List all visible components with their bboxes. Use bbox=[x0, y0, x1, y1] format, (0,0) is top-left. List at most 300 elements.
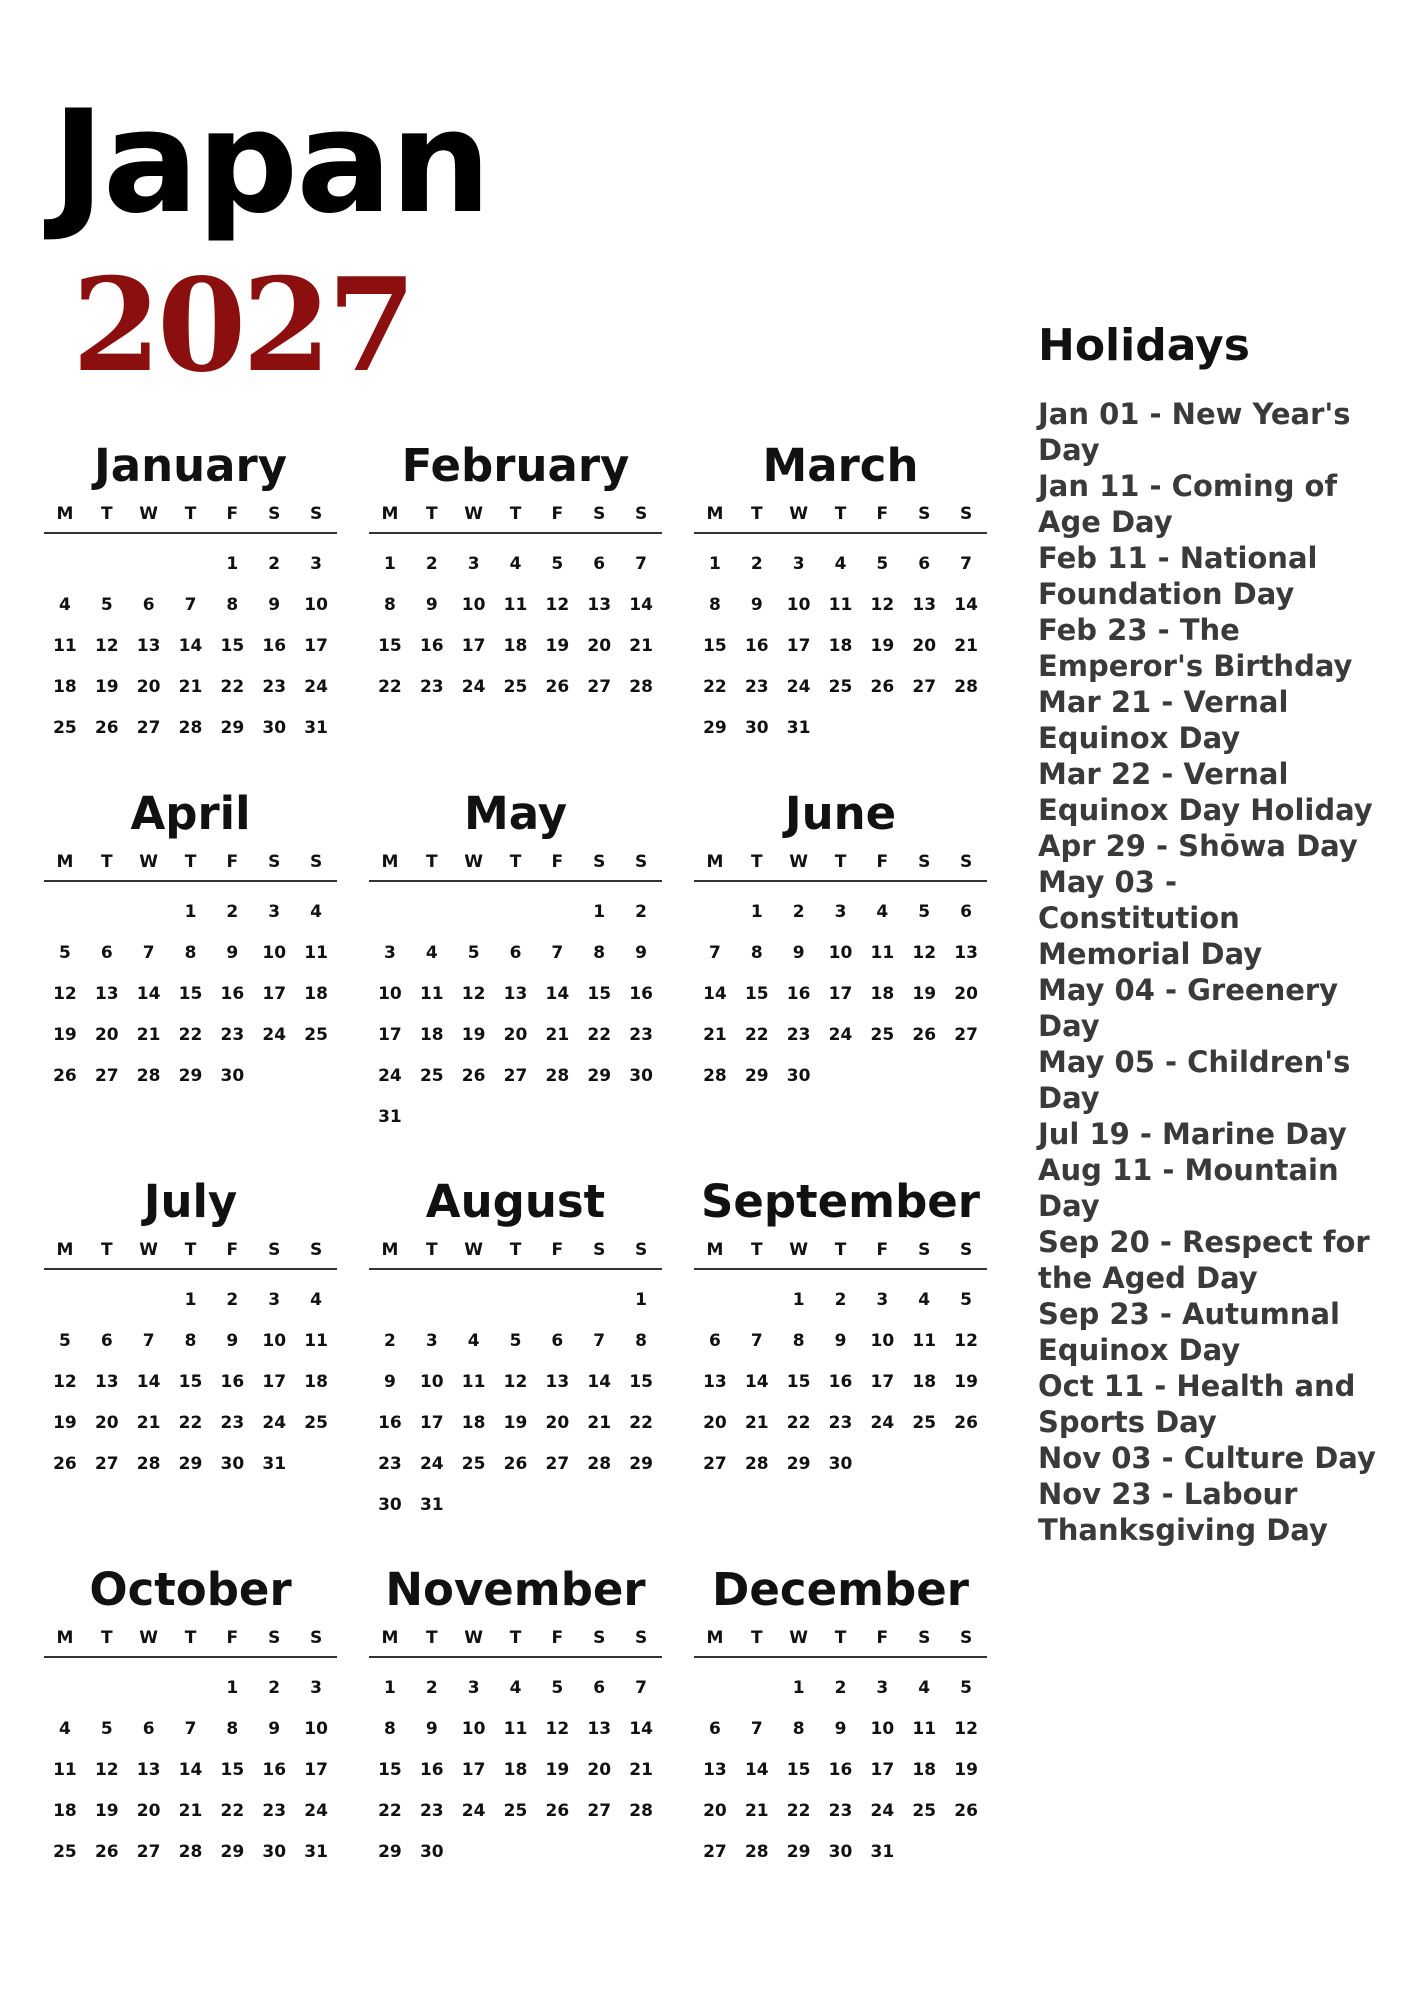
month-october bbox=[44, 1562, 337, 1922]
day-cell: 22 bbox=[587, 1025, 612, 1045]
weekday-label: S bbox=[593, 852, 606, 872]
day-cell: 29 bbox=[744, 1066, 769, 1086]
day-cell: 17 bbox=[262, 1372, 287, 1392]
day-cell: 5 bbox=[59, 943, 71, 963]
day-cell: 6 bbox=[918, 554, 931, 574]
day-cell: 17 bbox=[461, 1760, 486, 1780]
day-blank bbox=[495, 1280, 537, 1321]
weekday-label: S bbox=[634, 1240, 648, 1260]
day-cell: 28 bbox=[744, 1842, 769, 1862]
day-cell: 28 bbox=[178, 1842, 203, 1862]
weekday-label: W bbox=[789, 852, 809, 872]
day-cell: 7 bbox=[551, 943, 564, 963]
day-cell: 26 bbox=[53, 1066, 77, 1086]
day-cell: 15 bbox=[629, 1372, 653, 1392]
day-cell: 1 bbox=[226, 1678, 239, 1698]
holiday-item: Nov 23 - Labour Thanksgiving Day bbox=[1038, 1477, 1328, 1547]
day-cell: 30 bbox=[262, 1842, 287, 1862]
day-cell: 10 bbox=[378, 984, 402, 1004]
day-cell: 5 bbox=[960, 1290, 972, 1310]
holiday-item: May 03 - Constitution Memorial Day bbox=[1038, 865, 1263, 971]
day-blank bbox=[170, 544, 212, 585]
weekday-label: M bbox=[381, 852, 399, 872]
day-cell: 4 bbox=[918, 1290, 931, 1310]
day-cell: 14 bbox=[744, 1760, 769, 1780]
weekday-label: T bbox=[100, 1240, 113, 1260]
day-cell: 28 bbox=[629, 1801, 653, 1821]
day-cell: 25 bbox=[870, 1025, 895, 1045]
day-cell: 15 bbox=[378, 636, 402, 656]
day-cell: 7 bbox=[142, 1331, 155, 1351]
day-cell: 22 bbox=[703, 677, 727, 697]
day-cell: 22 bbox=[220, 677, 245, 697]
month-name: February bbox=[401, 439, 630, 492]
weekday-label: T bbox=[750, 1628, 763, 1648]
weekday-label: S bbox=[268, 504, 281, 524]
day-cell: 6 bbox=[100, 1331, 113, 1351]
day-cell: 19 bbox=[53, 1025, 77, 1045]
day-cell: 29 bbox=[703, 718, 727, 738]
day-cell: 9 bbox=[834, 1719, 847, 1739]
day-cell: 24 bbox=[304, 1801, 328, 1821]
day-cell: 12 bbox=[545, 595, 570, 615]
day-cell: 6 bbox=[593, 554, 606, 574]
day-cell: 25 bbox=[828, 677, 853, 697]
weekday-label: T bbox=[425, 1628, 438, 1648]
day-cell: 30 bbox=[262, 718, 287, 738]
weekday-label: F bbox=[226, 504, 239, 524]
day-cell: 26 bbox=[912, 1025, 937, 1045]
month-february bbox=[369, 438, 662, 786]
month-name: May bbox=[463, 787, 568, 840]
day-cell: 27 bbox=[954, 1025, 978, 1045]
month-name: October bbox=[89, 1563, 292, 1616]
day-cell: 4 bbox=[834, 554, 847, 574]
day-blank bbox=[736, 1280, 778, 1321]
day-cell: 12 bbox=[94, 1760, 119, 1780]
day-cell: 24 bbox=[786, 677, 811, 697]
weekday-label: T bbox=[509, 852, 522, 872]
day-cell: 18 bbox=[912, 1372, 937, 1392]
day-cell: 26 bbox=[461, 1066, 486, 1086]
day-cell: 18 bbox=[912, 1760, 937, 1780]
day-cell: 22 bbox=[786, 1801, 811, 1821]
day-cell: 28 bbox=[703, 1066, 727, 1086]
day-cell: 2 bbox=[834, 1678, 847, 1698]
weekday-header-row bbox=[44, 1626, 337, 1658]
weekday-label: M bbox=[706, 1628, 724, 1648]
month-name: December bbox=[712, 1563, 969, 1616]
day-cell: 1 bbox=[184, 902, 197, 922]
weekday-label: W bbox=[789, 504, 809, 524]
weekday-label: M bbox=[381, 1240, 399, 1260]
weekday-label: F bbox=[876, 504, 889, 524]
day-cell: 16 bbox=[262, 1760, 287, 1780]
day-cell: 3 bbox=[268, 1290, 281, 1310]
weekday-label: S bbox=[593, 504, 606, 524]
day-cell: 27 bbox=[587, 677, 612, 697]
day-cell: 21 bbox=[178, 1801, 203, 1821]
day-cell: 27 bbox=[136, 718, 161, 738]
day-cell: 27 bbox=[503, 1066, 528, 1086]
day-cell: 8 bbox=[792, 1331, 805, 1351]
day-cell: 6 bbox=[142, 595, 155, 615]
day-cell: 27 bbox=[587, 1801, 612, 1821]
weekday-label: W bbox=[139, 852, 159, 872]
weekday-label: S bbox=[918, 1240, 931, 1260]
month-may bbox=[369, 786, 662, 1174]
day-cell: 23 bbox=[828, 1413, 853, 1433]
day-cell: 20 bbox=[94, 1413, 119, 1433]
weekday-label: T bbox=[834, 1628, 847, 1648]
day-cell: 12 bbox=[53, 984, 77, 1004]
day-blank bbox=[411, 1280, 453, 1321]
day-cell: 17 bbox=[304, 1760, 328, 1780]
day-cell: 4 bbox=[509, 554, 522, 574]
month-july bbox=[44, 1174, 337, 1562]
weekday-header-row bbox=[44, 1238, 337, 1270]
month-name: June bbox=[784, 787, 897, 840]
day-cell: 1 bbox=[184, 1290, 197, 1310]
weekday-label: S bbox=[268, 852, 281, 872]
day-cell: 23 bbox=[828, 1801, 853, 1821]
day-blank bbox=[495, 892, 537, 933]
day-cell: 31 bbox=[262, 1454, 287, 1474]
month-september bbox=[694, 1174, 987, 1562]
day-cell: 26 bbox=[545, 1801, 570, 1821]
day-cell: 16 bbox=[828, 1760, 853, 1780]
day-blank bbox=[694, 1280, 736, 1321]
day-cell: 3 bbox=[268, 902, 281, 922]
day-cell: 25 bbox=[912, 1413, 937, 1433]
day-cell: 3 bbox=[425, 1331, 438, 1351]
day-cell: 10 bbox=[461, 1719, 486, 1739]
day-cell: 7 bbox=[142, 943, 155, 963]
day-cell: 18 bbox=[461, 1413, 486, 1433]
day-cell: 20 bbox=[954, 984, 978, 1004]
day-cell: 25 bbox=[912, 1801, 937, 1821]
weekday-header-row bbox=[44, 502, 337, 534]
day-cell: 26 bbox=[545, 677, 570, 697]
day-blank bbox=[536, 1280, 578, 1321]
day-cell: 15 bbox=[378, 1760, 402, 1780]
day-cell: 4 bbox=[918, 1678, 931, 1698]
weekday-label: S bbox=[593, 1240, 606, 1260]
day-cell: 26 bbox=[954, 1413, 978, 1433]
day-cell: 28 bbox=[178, 718, 203, 738]
day-blank bbox=[736, 1668, 778, 1709]
day-cell: 12 bbox=[503, 1372, 528, 1392]
day-cell: 3 bbox=[310, 554, 322, 574]
weekday-label: S bbox=[918, 1628, 931, 1648]
day-cell: 13 bbox=[136, 1760, 161, 1780]
day-cell: 21 bbox=[178, 677, 203, 697]
weekday-label: S bbox=[918, 852, 931, 872]
day-cell: 30 bbox=[629, 1066, 653, 1086]
weekday-label: S bbox=[918, 504, 931, 524]
page-title: Japan bbox=[52, 80, 490, 245]
day-cell: 25 bbox=[304, 1025, 328, 1045]
holiday-item: Oct 11 - Health and Sports Day bbox=[1038, 1369, 1356, 1439]
day-cell: 5 bbox=[918, 902, 931, 922]
day-cell: 19 bbox=[954, 1372, 978, 1392]
month-name: January bbox=[93, 439, 288, 492]
day-cell: 18 bbox=[304, 1372, 328, 1392]
day-cell: 17 bbox=[870, 1760, 895, 1780]
day-cell: 7 bbox=[709, 943, 721, 963]
weekday-header-row bbox=[369, 502, 662, 534]
day-cell: 20 bbox=[912, 636, 937, 656]
day-cell: 25 bbox=[419, 1066, 444, 1086]
day-cell: 14 bbox=[629, 595, 653, 615]
month-august bbox=[369, 1174, 662, 1562]
day-cell: 24 bbox=[828, 1025, 853, 1045]
day-cell: 13 bbox=[703, 1372, 727, 1392]
days-grid bbox=[694, 1280, 987, 1485]
day-cell: 20 bbox=[136, 677, 161, 697]
day-cell: 11 bbox=[53, 1760, 77, 1780]
holiday-item: Feb 23 - The Emperor's Birthday bbox=[1038, 613, 1353, 683]
day-cell: 6 bbox=[960, 902, 972, 922]
day-cell: 30 bbox=[378, 1495, 402, 1515]
day-cell: 10 bbox=[786, 595, 811, 615]
day-cell: 9 bbox=[226, 1331, 239, 1351]
day-cell: 14 bbox=[744, 1372, 769, 1392]
month-name: November bbox=[385, 1563, 646, 1616]
day-cell: 8 bbox=[384, 1719, 396, 1739]
day-cell: 1 bbox=[792, 1290, 805, 1310]
day-cell: 19 bbox=[94, 1801, 119, 1821]
day-cell: 16 bbox=[220, 1372, 245, 1392]
day-cell: 4 bbox=[59, 595, 71, 615]
day-cell: 26 bbox=[954, 1801, 978, 1821]
day-cell: 2 bbox=[226, 1290, 239, 1310]
holidays-list bbox=[1038, 396, 1378, 1548]
day-cell: 21 bbox=[136, 1413, 161, 1433]
day-cell: 13 bbox=[587, 1719, 612, 1739]
day-cell: 15 bbox=[703, 636, 727, 656]
day-cell: 6 bbox=[142, 1719, 155, 1739]
day-cell: 8 bbox=[709, 595, 721, 615]
weekday-label: T bbox=[184, 1628, 197, 1648]
month-january bbox=[44, 438, 337, 786]
day-cell: 21 bbox=[587, 1413, 612, 1433]
day-cell: 17 bbox=[304, 636, 328, 656]
day-cell: 16 bbox=[220, 984, 245, 1004]
day-cell: 8 bbox=[384, 595, 396, 615]
day-cell: 9 bbox=[384, 1372, 396, 1392]
day-cell: 24 bbox=[870, 1801, 895, 1821]
day-cell: 5 bbox=[960, 1678, 972, 1698]
day-cell: 23 bbox=[419, 1801, 444, 1821]
day-cell: 4 bbox=[310, 902, 322, 922]
year-title: 2027 bbox=[72, 251, 413, 401]
day-blank bbox=[453, 892, 495, 933]
day-cell: 5 bbox=[876, 554, 889, 574]
day-cell: 14 bbox=[629, 1719, 653, 1739]
weekday-label: T bbox=[750, 852, 763, 872]
day-cell: 7 bbox=[593, 1331, 606, 1351]
day-cell: 6 bbox=[709, 1719, 721, 1739]
day-cell: 6 bbox=[709, 1331, 721, 1351]
holiday-item: Sep 20 - Respect for the Aged Day bbox=[1038, 1225, 1370, 1295]
day-cell: 19 bbox=[94, 677, 119, 697]
day-cell: 5 bbox=[100, 595, 113, 615]
day-cell: 9 bbox=[792, 943, 805, 963]
day-cell: 25 bbox=[53, 1842, 77, 1862]
day-cell: 30 bbox=[828, 1842, 853, 1862]
weekday-label: T bbox=[750, 504, 763, 524]
days-grid bbox=[369, 1280, 662, 1526]
day-cell: 18 bbox=[53, 677, 77, 697]
day-cell: 8 bbox=[792, 1719, 805, 1739]
day-cell: 4 bbox=[425, 943, 438, 963]
day-cell: 9 bbox=[226, 943, 239, 963]
day-cell: 11 bbox=[828, 595, 853, 615]
day-cell: 29 bbox=[178, 1066, 203, 1086]
day-cell: 10 bbox=[262, 943, 287, 963]
day-cell: 31 bbox=[870, 1842, 895, 1862]
holiday-item: Apr 29 - Shōwa Day bbox=[1038, 829, 1358, 863]
day-cell: 11 bbox=[912, 1719, 937, 1739]
day-blank bbox=[128, 892, 170, 933]
day-cell: 13 bbox=[703, 1760, 727, 1780]
days-grid bbox=[369, 544, 662, 708]
holiday-item: Sep 23 - Autumnal Equinox Day bbox=[1038, 1297, 1340, 1367]
day-cell: 3 bbox=[876, 1290, 889, 1310]
day-cell: 1 bbox=[384, 554, 396, 574]
weekday-label: S bbox=[634, 852, 648, 872]
day-blank bbox=[694, 892, 736, 933]
day-cell: 23 bbox=[220, 1025, 245, 1045]
day-cell: 8 bbox=[226, 595, 239, 615]
day-cell: 10 bbox=[304, 595, 328, 615]
day-cell: 17 bbox=[262, 984, 287, 1004]
day-cell: 19 bbox=[912, 984, 937, 1004]
day-cell: 3 bbox=[467, 1678, 480, 1698]
weekday-label: F bbox=[551, 504, 564, 524]
day-cell: 1 bbox=[384, 1678, 396, 1698]
days-grid bbox=[369, 1668, 662, 1873]
holiday-item: Feb 11 - National Foundation Day bbox=[1038, 541, 1318, 611]
weekday-label: M bbox=[56, 852, 74, 872]
day-cell: 1 bbox=[226, 554, 239, 574]
day-cell: 19 bbox=[461, 1025, 486, 1045]
day-cell: 26 bbox=[94, 1842, 119, 1862]
day-cell: 23 bbox=[629, 1025, 653, 1045]
day-cell: 13 bbox=[587, 595, 612, 615]
day-cell: 31 bbox=[419, 1495, 444, 1515]
day-cell: 8 bbox=[226, 1719, 239, 1739]
day-blank bbox=[44, 544, 86, 585]
day-cell: 14 bbox=[136, 984, 161, 1004]
day-blank bbox=[128, 1280, 170, 1321]
day-cell: 15 bbox=[178, 984, 203, 1004]
day-cell: 13 bbox=[545, 1372, 570, 1392]
day-cell: 25 bbox=[503, 1801, 528, 1821]
day-blank bbox=[86, 1668, 128, 1709]
day-cell: 19 bbox=[503, 1413, 528, 1433]
day-cell: 15 bbox=[587, 984, 612, 1004]
day-blank bbox=[453, 1280, 495, 1321]
day-cell: 21 bbox=[954, 636, 978, 656]
day-cell: 6 bbox=[551, 1331, 564, 1351]
days-grid bbox=[694, 892, 987, 1097]
day-cell: 22 bbox=[378, 1801, 402, 1821]
day-cell: 15 bbox=[786, 1372, 811, 1392]
day-cell: 7 bbox=[635, 554, 647, 574]
day-cell: 12 bbox=[870, 595, 895, 615]
day-cell: 2 bbox=[425, 554, 438, 574]
weekday-label: T bbox=[184, 852, 197, 872]
day-cell: 7 bbox=[750, 1331, 763, 1351]
weekday-label: F bbox=[551, 852, 564, 872]
day-cell: 30 bbox=[744, 718, 769, 738]
day-cell: 2 bbox=[268, 1678, 281, 1698]
day-cell: 1 bbox=[709, 554, 721, 574]
weekday-label: W bbox=[139, 504, 159, 524]
day-blank bbox=[369, 892, 411, 933]
day-cell: 11 bbox=[870, 943, 895, 963]
day-cell: 12 bbox=[912, 943, 937, 963]
day-blank bbox=[86, 892, 128, 933]
day-cell: 18 bbox=[503, 636, 528, 656]
day-cell: 5 bbox=[467, 943, 480, 963]
weekday-label: S bbox=[634, 1628, 648, 1648]
day-cell: 18 bbox=[870, 984, 895, 1004]
day-cell: 2 bbox=[268, 554, 281, 574]
day-cell: 4 bbox=[876, 902, 889, 922]
day-cell: 15 bbox=[220, 1760, 245, 1780]
day-cell: 21 bbox=[629, 1760, 653, 1780]
day-cell: 17 bbox=[828, 984, 853, 1004]
day-cell: 8 bbox=[750, 943, 763, 963]
day-cell: 11 bbox=[912, 1331, 937, 1351]
day-cell: 22 bbox=[786, 1413, 811, 1433]
day-cell: 8 bbox=[184, 1331, 197, 1351]
day-cell: 23 bbox=[378, 1454, 402, 1474]
day-cell: 2 bbox=[834, 1290, 847, 1310]
day-cell: 7 bbox=[960, 554, 972, 574]
day-cell: 20 bbox=[545, 1413, 570, 1433]
day-cell: 24 bbox=[461, 1801, 486, 1821]
day-cell: 10 bbox=[304, 1719, 328, 1739]
day-cell: 11 bbox=[503, 1719, 528, 1739]
day-cell: 26 bbox=[53, 1454, 77, 1474]
day-cell: 14 bbox=[954, 595, 978, 615]
weekday-label: F bbox=[876, 1240, 889, 1260]
weekday-label: S bbox=[309, 1628, 323, 1648]
day-cell: 18 bbox=[503, 1760, 528, 1780]
day-cell: 17 bbox=[461, 636, 486, 656]
day-cell: 6 bbox=[100, 943, 113, 963]
weekday-label: W bbox=[789, 1628, 809, 1648]
weekday-label: T bbox=[834, 1240, 847, 1260]
day-cell: 2 bbox=[384, 1331, 396, 1351]
weekday-label: S bbox=[634, 504, 648, 524]
day-cell: 16 bbox=[744, 636, 769, 656]
day-cell: 12 bbox=[53, 1372, 77, 1392]
weekday-label: F bbox=[551, 1628, 564, 1648]
day-cell: 15 bbox=[786, 1760, 811, 1780]
day-cell: 24 bbox=[262, 1025, 287, 1045]
day-cell: 27 bbox=[912, 677, 937, 697]
day-cell: 29 bbox=[786, 1842, 811, 1862]
weekday-label: M bbox=[56, 1628, 74, 1648]
day-cell: 5 bbox=[509, 1331, 522, 1351]
holiday-item: Jan 11 - Coming of Age Day bbox=[1038, 469, 1338, 539]
day-cell: 9 bbox=[268, 1719, 281, 1739]
